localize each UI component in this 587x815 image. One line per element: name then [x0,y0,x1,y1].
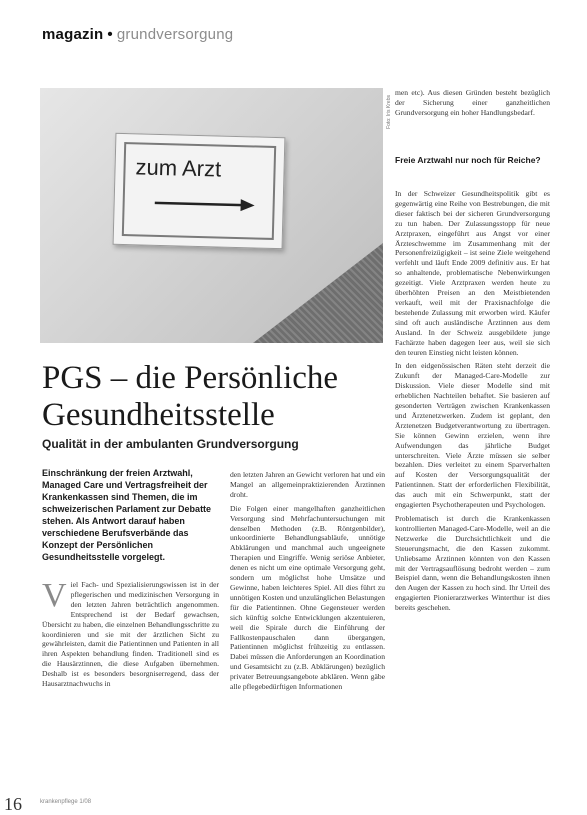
article-subtitle: Qualität in der ambulanten Grundversorgung [42,437,299,451]
header-separator: • [107,26,113,43]
arrow-right-icon [154,195,254,214]
column-3-paragraph-2: In den eidgenössischen Räten steht derzeit die Zukunft der Managed-Care-Modelle zur Diskussion. Viele dieser Modelle sind mit erheblichen Nachteilen behaftet. Sie basieren auf gesonderten Verträgen zwischen Krankenkassen und Ärztenetzwerken. Zudem ist geplant, den Ärztenetzen Budgetverantwortung zu übertragen. Sie können Gewinn erzielen, wenn ihre Aufwendungen das jährliche Budget unterschreiten. Viele Ärzte müssen sie selber bezahlen. Dies verleitet zu einem Sparverhalten auf Kosten der Versorgungsqualität der Patientinnen. Statt der erforderlichen Flexibilität, das auch mit ein Schwerpunkt, statt der engagierten Psychotherapeuten und Psychologen. [395,361,550,510]
column-1-text: iel Fach- und Spezialisierungswissen ist in der pflegerischen und medizinischen Versorgung in den letzten Jahren beträchtlich angenommen. Entsprechend ist der Bedarf gewachsen, Übersicht zu haben, die einzelnen Behandlungsschritte zu koordinieren und sie mit der ärztlichen Sicht zu gewährleisten, damit die Patientinnen und Patienten in all ihren Aspekten behandlung finden. Traditionell sind es die Hausärztinnen, die diese Aufgaben übernehmen. Deshalb ist es besonders besorgniserregend, dass der Hausarztnachwuchs in [42,580,219,689]
article-lead: Einschränkung der freien Arztwahl, Managed Care und Vertragsfreiheit der Krankenkassen sind Themen, die im schweizerischen Parlament zur Debatte stehen. Als Antwort darauf haben verschiedene Berufsverbände das Konzept der Persönlichen Gesundheitsstelle vorgelegt. [42,468,212,562]
body-column-2 [230,470,385,696]
section-header [42,26,233,43]
body-column-1 [42,577,219,689]
subsection-label: grundversorgung [116,26,234,43]
photo-credit: Foto: Iris Krebs [386,95,392,129]
column-2-paragraph-2: Die Folgen einer mangelhaften ganzheitlichen Versorgung sind Mehrfachuntersuchungen mit denselben Methoden (z.B. Röntgenbilder), unkoordinierte Behandlungsabläufe, unnötige Abklärungen und manchmal auch ungeeignete Therapien und Eingriffe. Wenig seriöse Anbieter, denen es nicht um eine optimale Versorgung geht, sondern um möglichst hohe Umsätze und Gewinne, haben leichteres Spiel. All dies führt zu unnötigen Kosten und unzulänglichen Belastungen für die Patientinnen. Ohne Gegensteuer werden sich künftig solche Entwicklungen akzentuieren, weil die Spirale durch die Einführung der Fallkostenpauschalen dann übergangen, Patientinnen möglichst frühzeitig zu entlassen. Dabei müssen die Anforderungen an Koordination und Gesamtsicht zu (z.B. Abklärungen) bezüglich privater Betreuungsangebote abklären. Wenn gäbe alle pflegebedürftigen Informationen [230,503,385,692]
title-line-1: PGS – die Persönliche [42,360,339,396]
title-line-2: Gesundheitsstelle [42,397,275,433]
article-title [42,360,382,434]
magazine-name: krankenpflege 1/08 [40,799,92,805]
body-column-3-top [395,88,550,122]
page-number: 16 [4,794,22,814]
doctor-sign [113,133,286,249]
sign-text: zum Arzt [135,154,222,182]
column-3-paragraph-1: In der Schweizer Gesundheitspolitik gibt es gegenwärtig eine Reihe von Bestrebungen, die mit dieser faktisch bei der sicheren Grundversorgung zu tun haben. Der Zulassungsstopp für neue Arztpraxen, eingeführt aus Angst vor einer Ärzteschwemme im Zusammenhang mit der Personenfreizügigkeit – ist seine Ziele weitgehend verfehlt und läuft Ende 2009 definitiv aus. Er hat so anhaltende, problematische Nebenwirkungen gezeitigt. Viele Arztpraxen werden heute zu überhöhten Preisen an den Meistbietenden verkauft, weil mit der Praxisnachfolge die bestehende Zulassung mit erworben wird. Käufer sind oft auch ausländische Ärztinnen aus dem Ausland. In der Schweiz ausgebildete junge Fachärzte haben dagegen leer aus, weil sie sich den teuren Einstieg nicht leisten können. [395,189,550,357]
drop-cap: V [42,577,67,614]
article-photo [40,88,383,343]
column-3-intro: men etc). Aus diesen Gründen besteht bezüglich der Sicherung einer ganzheitlichen Grundversorgung ein hoher Handlungsbedarf. [395,88,550,117]
section-label: magazin [42,26,104,43]
column-2-paragraph-1: den letzten Jahren an Gewicht verloren hat und ein Mangel an allgemeinpraktizierenden Ärztinnen droht. [230,470,385,499]
body-column-3 [395,189,550,617]
column-3-paragraph-3: Problematisch ist durch die Krankenkassen kontrollierten Managed-Care-Modelle, weil an die Netzwerke die Durchsichtlichkeit und die Steuerungsmacht, die den Kassen zukommt. Unliebsame Ärztinnen könnten von den Kassen mit der Vertragsauflösung bedroht werden – zum Beispiel dann, wenn die Behandlungskosten ihnen den Augen der Kassen zu hoch sind. Ihr Urteil des engagierten Pionierarztwerkes Winterthur ist dies bereits geschehen. [395,514,550,613]
section-subheading: Freie Arztwahl nur noch für Reiche? [395,155,541,165]
